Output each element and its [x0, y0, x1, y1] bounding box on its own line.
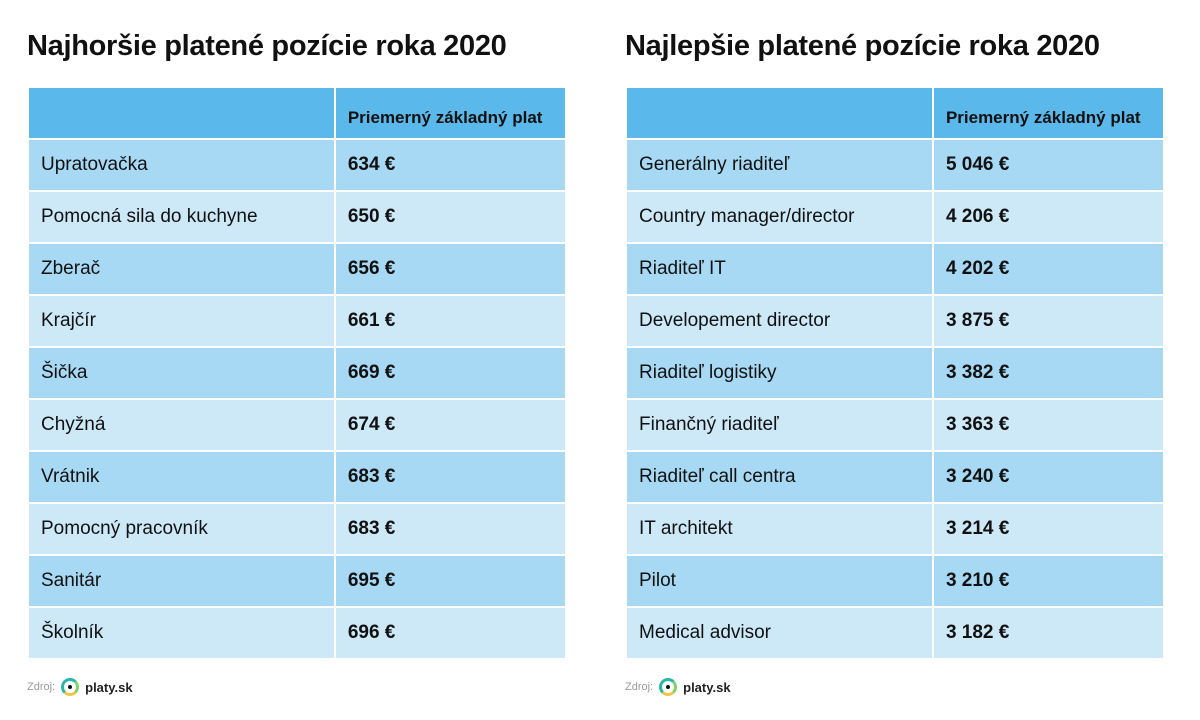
salary-value: 683 €	[335, 451, 566, 503]
salary-value: 3 240 €	[933, 451, 1164, 503]
position-name: Country manager/director	[626, 191, 933, 243]
position-name: Chyžná	[28, 399, 335, 451]
position-name: Finančný riaditeľ	[626, 399, 933, 451]
salary-value: 656 €	[335, 243, 566, 295]
salary-value: 4 206 €	[933, 191, 1164, 243]
salary-value: 669 €	[335, 347, 566, 399]
salary-value: 3 182 €	[933, 607, 1164, 659]
source-brand: platy.sk	[683, 679, 731, 695]
salary-value: 3 875 €	[933, 295, 1164, 347]
table-row	[28, 555, 566, 607]
source-credit	[625, 678, 731, 696]
salary-value: 5 046 €	[933, 139, 1164, 191]
header-position	[626, 87, 933, 139]
salary-value: 683 €	[335, 503, 566, 555]
position-name: Sanitár	[28, 555, 335, 607]
position-name: IT architekt	[626, 503, 933, 555]
platy-logo-icon	[61, 678, 79, 696]
source-credit	[27, 678, 133, 696]
position-name: Medical advisor	[626, 607, 933, 659]
salary-value: 661 €	[335, 295, 566, 347]
position-name: Vrátnik	[28, 451, 335, 503]
table-row	[28, 607, 566, 659]
table-row	[28, 347, 566, 399]
header-position	[28, 87, 335, 139]
platy-logo-icon	[659, 678, 677, 696]
position-name: Upratovačka	[28, 139, 335, 191]
table-row	[28, 503, 566, 555]
table-row	[28, 399, 566, 451]
table-header	[28, 87, 566, 139]
position-name: Developement director	[626, 295, 933, 347]
table-row	[626, 243, 1164, 295]
source-label: Zdroj:	[625, 681, 654, 693]
position-name: Generálny riaditeľ	[626, 139, 933, 191]
table-row	[28, 139, 566, 191]
worst-paid-panel	[27, 0, 567, 720]
table-row	[28, 295, 566, 347]
table-row	[626, 347, 1164, 399]
source-brand: platy.sk	[85, 679, 133, 695]
table-row	[626, 295, 1164, 347]
salary-value: 3 382 €	[933, 347, 1164, 399]
table-header	[626, 87, 1164, 139]
source-label: Zdroj:	[27, 681, 56, 693]
header-salary: Priemerný základný plat	[933, 87, 1164, 139]
worst-paid-title: Najhoršie platené pozície roka 2020	[27, 30, 507, 62]
position-name: Riaditeľ IT	[626, 243, 933, 295]
best-paid-table	[625, 86, 1165, 660]
table-row	[626, 555, 1164, 607]
best-paid-rows	[626, 139, 1164, 659]
best-paid-title: Najlepšie platené pozície roka 2020	[625, 30, 1100, 62]
header-salary: Priemerný základný plat	[335, 87, 566, 139]
table-row	[626, 399, 1164, 451]
table-row	[28, 243, 566, 295]
salary-value: 674 €	[335, 399, 566, 451]
worst-paid-rows	[28, 139, 566, 659]
position-name: Školník	[28, 607, 335, 659]
table-row	[626, 503, 1164, 555]
position-name: Riaditeľ call centra	[626, 451, 933, 503]
position-name: Pilot	[626, 555, 933, 607]
position-name: Zberač	[28, 243, 335, 295]
salary-value: 696 €	[335, 607, 566, 659]
position-name: Krajčír	[28, 295, 335, 347]
table-row	[626, 607, 1164, 659]
position-name: Šička	[28, 347, 335, 399]
table-row	[28, 451, 566, 503]
worst-paid-table	[27, 86, 567, 660]
salary-value: 650 €	[335, 191, 566, 243]
position-name: Pomocná sila do kuchyne	[28, 191, 335, 243]
salary-value: 634 €	[335, 139, 566, 191]
position-name: Riaditeľ logistiky	[626, 347, 933, 399]
table-row	[626, 139, 1164, 191]
salary-value: 3 210 €	[933, 555, 1164, 607]
salary-value: 695 €	[335, 555, 566, 607]
salary-value: 4 202 €	[933, 243, 1164, 295]
salary-value: 3 214 €	[933, 503, 1164, 555]
table-row	[28, 191, 566, 243]
best-paid-panel	[625, 0, 1165, 720]
table-row	[626, 451, 1164, 503]
salary-value: 3 363 €	[933, 399, 1164, 451]
table-row	[626, 191, 1164, 243]
position-name: Pomocný pracovník	[28, 503, 335, 555]
